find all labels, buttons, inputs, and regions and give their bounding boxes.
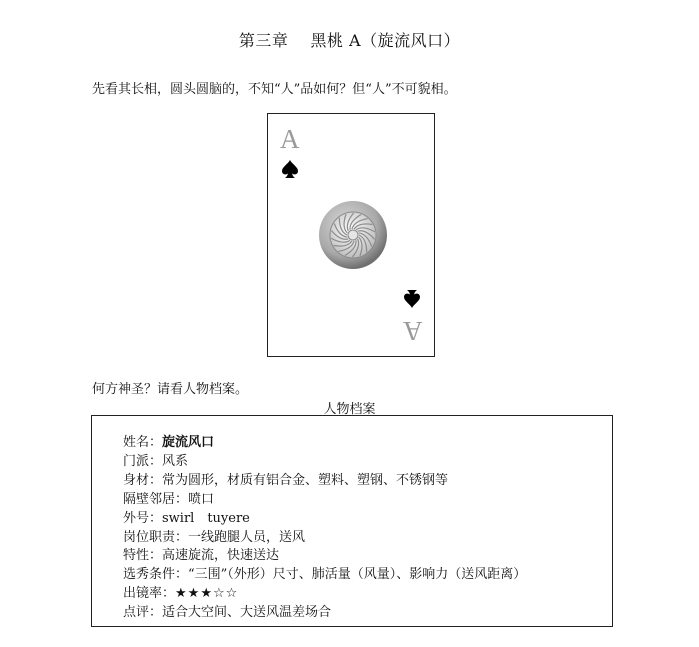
intro-paragraph: 先看其长相，圆头圆脑的，不知“人”品如何？但“人”不可貌相。 <box>92 82 457 97</box>
card-rank-top: A <box>280 124 300 154</box>
profile-line-neighbor: 隔壁邻居：喷口 <box>123 491 215 507</box>
profile-line-nickname: 外号：swirl tuyere <box>123 510 250 526</box>
profile-box <box>91 415 613 627</box>
swirl-nozzle-icon <box>318 200 388 270</box>
star-rating: ★★★☆☆ <box>175 586 239 602</box>
profile-rating-line <box>123 585 526 604</box>
spade-icon <box>404 290 420 308</box>
profile-line-body: 身材：常为圆形，材质有铝合金、塑料、塑钢、不锈钢等 <box>123 472 449 488</box>
playing-card <box>267 113 435 357</box>
profile-line-criteria: 选秀条件：“三围”（外形）尺寸、肺活量（风量）、影响力（送风距离） <box>123 567 527 583</box>
spade-icon <box>282 160 298 178</box>
profile-name-line <box>123 434 526 453</box>
profile-line-feature: 特性：高速旋流，快速送达 <box>123 548 280 564</box>
bridge-sentence: 何方神圣？请看人物档案。 <box>92 382 249 397</box>
profile-lines <box>123 434 526 623</box>
profile-line-school: 门派：风系 <box>123 453 189 469</box>
profile-line-review: 点评：适合大空间、大送风温差场合 <box>123 605 332 621</box>
profile-caption: 人物档案 <box>323 402 376 417</box>
chapter-title: 第三章 黑桃 A（旋流风口） <box>238 31 461 50</box>
profile-line-duty: 岗位职责：一线跑腿人员，送风 <box>123 529 306 545</box>
profile-name-label: 姓名： <box>123 435 163 450</box>
profile-rating-label: 出镜率： <box>123 586 176 602</box>
profile-name-value: 旋流风口 <box>162 435 215 450</box>
card-rank-bottom: A <box>402 316 422 346</box>
